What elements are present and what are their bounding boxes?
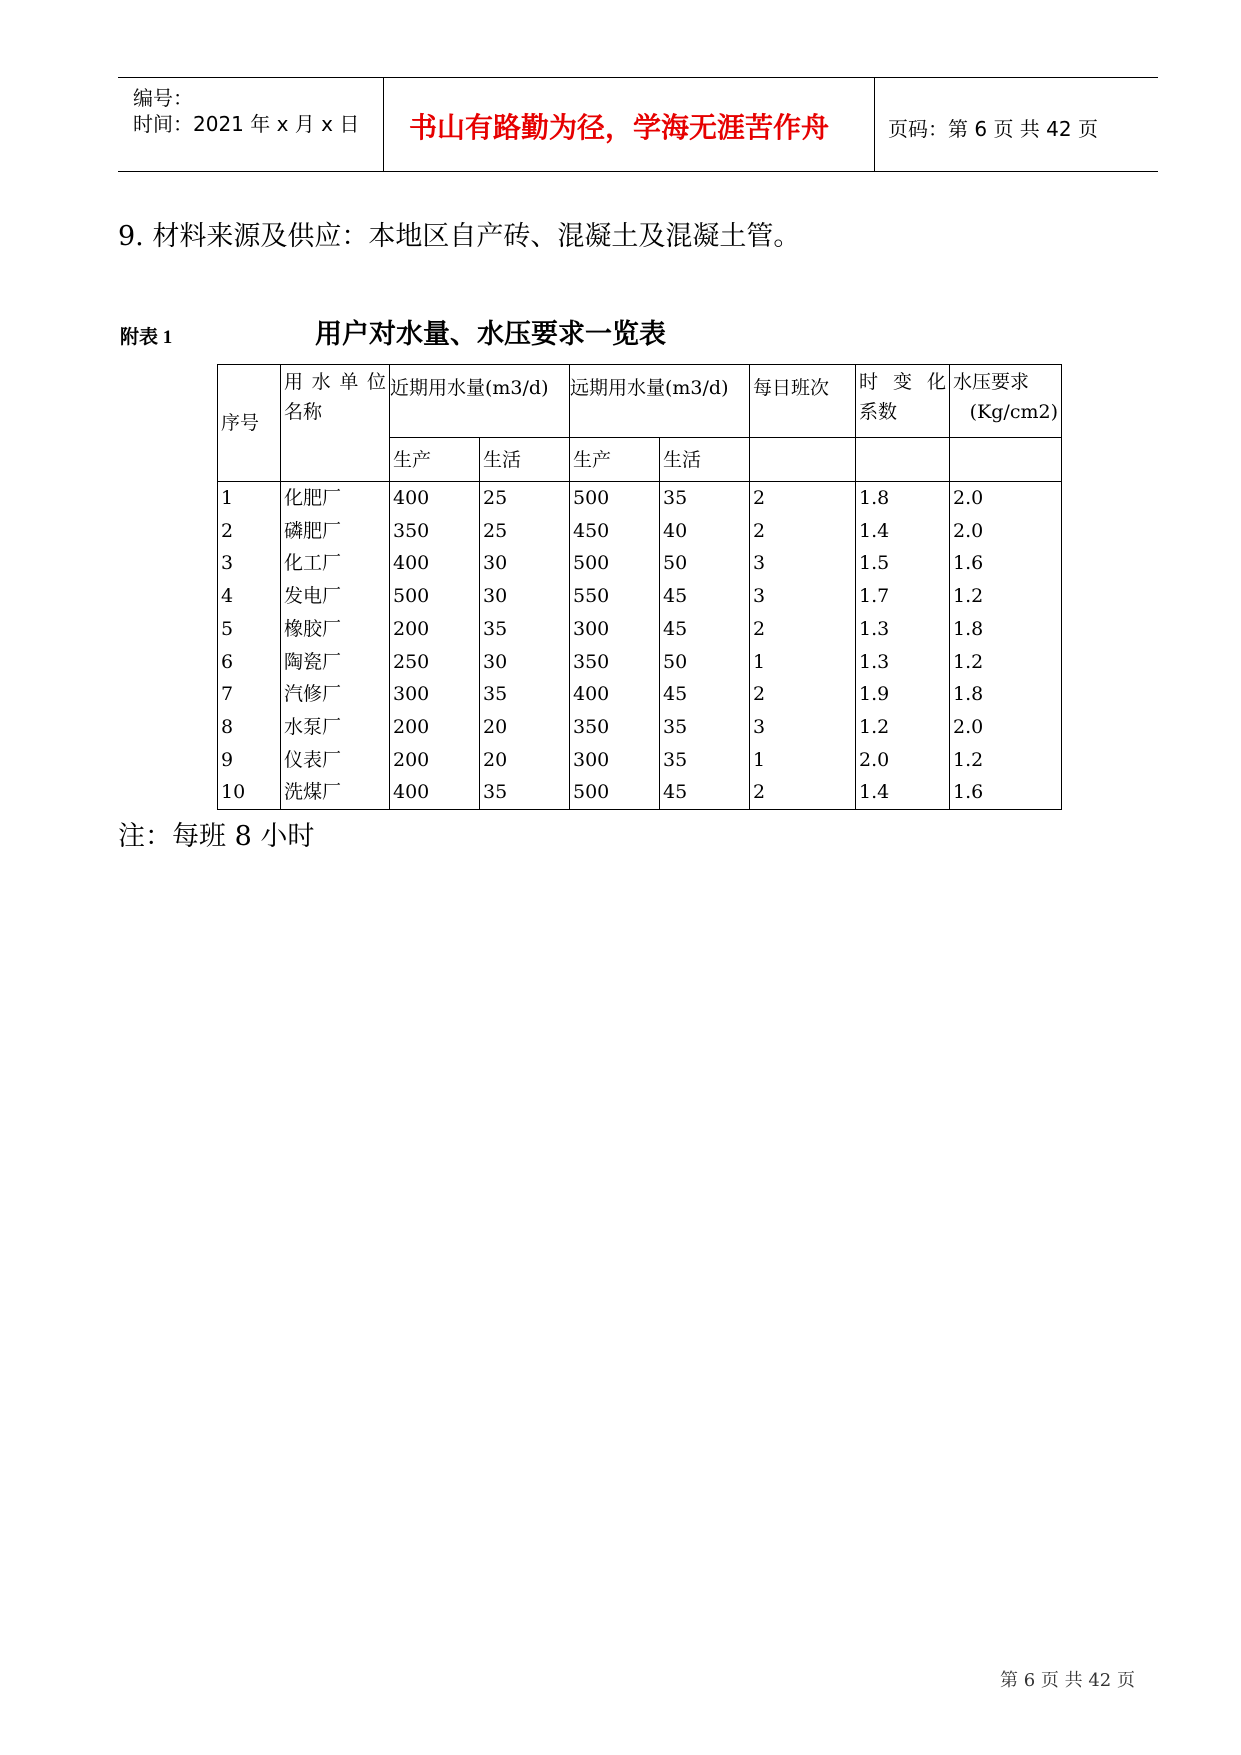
cell-pressure: 2.0 <box>950 482 1062 515</box>
material-source-paragraph: 9. 材料来源及供应：本地区自产砖、混凝土及混凝土管。 <box>118 221 801 252</box>
cell-pressure: 1.2 <box>950 580 1062 613</box>
cell-near-living: 25 <box>480 515 570 548</box>
cell-coef: 1.4 <box>856 515 950 548</box>
cell-near-production: 250 <box>390 646 480 679</box>
header-pressure: 水压要求 (Kg/cm2) <box>950 365 1062 438</box>
cell-far-production: 550 <box>570 580 660 613</box>
cell-far-living: 45 <box>660 776 750 809</box>
cell-far-production: 300 <box>570 744 660 777</box>
header-motto: 书山有路勤为径，学海无涯苦作舟 <box>409 111 830 144</box>
cell-unit-name: 仪表厂 <box>281 744 390 777</box>
cell-shifts: 3 <box>750 547 856 580</box>
cell-unit-name: 陶瓷厂 <box>281 646 390 679</box>
table-body <box>218 482 1062 810</box>
cell-near-living: 35 <box>480 776 570 809</box>
cell-seq: 7 <box>218 678 281 711</box>
cell-seq: 8 <box>218 711 281 744</box>
cell-far-production: 500 <box>570 776 660 809</box>
cell-coef: 1.4 <box>856 776 950 809</box>
cell-unit-name: 化肥厂 <box>281 482 390 515</box>
header-top-rule <box>118 77 1158 78</box>
cell-far-production: 450 <box>570 515 660 548</box>
cell-far-production: 500 <box>570 547 660 580</box>
table-row <box>218 613 1062 646</box>
cell-shifts: 2 <box>750 482 856 515</box>
cell-shifts: 1 <box>750 744 856 777</box>
header-unit-name: 用 水 单 位 名称 <box>281 365 390 482</box>
table-row <box>218 776 1062 809</box>
cell-coef: 1.3 <box>856 646 950 679</box>
cell-pressure: 1.8 <box>950 678 1062 711</box>
cell-far-living: 35 <box>660 482 750 515</box>
cell-coef: 1.7 <box>856 580 950 613</box>
cell-far-living: 35 <box>660 744 750 777</box>
cell-shifts: 2 <box>750 678 856 711</box>
header-shifts-sub <box>750 438 856 482</box>
header-coef: 时 变 化 系数 <box>856 365 950 438</box>
cell-near-living: 30 <box>480 547 570 580</box>
cell-near-living: 35 <box>480 678 570 711</box>
header-pressure-sub <box>950 438 1062 482</box>
cell-near-production: 200 <box>390 711 480 744</box>
header-near-demand: 近期用水量(m3/d) <box>390 365 570 438</box>
cell-coef: 1.9 <box>856 678 950 711</box>
cell-shifts: 1 <box>750 646 856 679</box>
cell-far-production: 350 <box>570 646 660 679</box>
cell-near-living: 25 <box>480 482 570 515</box>
cell-coef: 1.3 <box>856 613 950 646</box>
header-divider-right <box>874 78 875 172</box>
cell-seq: 9 <box>218 744 281 777</box>
cell-pressure: 1.2 <box>950 744 1062 777</box>
cell-pressure: 2.0 <box>950 711 1062 744</box>
table-row <box>218 547 1062 580</box>
header-far-demand: 远期用水量(m3/d) <box>570 365 750 438</box>
table-row <box>218 646 1062 679</box>
cell-seq: 10 <box>218 776 281 809</box>
cell-seq: 4 <box>218 580 281 613</box>
cell-unit-name: 汽修厂 <box>281 678 390 711</box>
cell-far-living: 50 <box>660 646 750 679</box>
header-coef-sub <box>856 438 950 482</box>
cell-pressure: 1.6 <box>950 776 1062 809</box>
header-shifts: 每日班次 <box>750 365 856 438</box>
cell-pressure: 1.8 <box>950 613 1062 646</box>
water-demand-table <box>217 364 1062 810</box>
cell-shifts: 3 <box>750 580 856 613</box>
cell-coef: 1.5 <box>856 547 950 580</box>
cell-far-living: 45 <box>660 580 750 613</box>
cell-near-production: 500 <box>390 580 480 613</box>
cell-pressure: 2.0 <box>950 515 1062 548</box>
cell-unit-name: 发电厂 <box>281 580 390 613</box>
header-time-label: 时间：2021 年 x 月 x 日 <box>133 112 360 136</box>
cell-near-production: 200 <box>390 744 480 777</box>
table-title: 用户对水量、水压要求一览表 <box>315 319 666 350</box>
cell-near-production: 400 <box>390 776 480 809</box>
cell-unit-name: 橡胶厂 <box>281 613 390 646</box>
cell-seq: 6 <box>218 646 281 679</box>
header-number-label: 编号： <box>133 86 193 110</box>
header-far-production: 生产 <box>570 438 660 482</box>
cell-far-production: 300 <box>570 613 660 646</box>
table-row <box>218 482 1062 515</box>
cell-far-production: 500 <box>570 482 660 515</box>
cell-near-production: 200 <box>390 613 480 646</box>
cell-near-living: 20 <box>480 744 570 777</box>
cell-near-living: 30 <box>480 580 570 613</box>
cell-far-living: 35 <box>660 711 750 744</box>
table-row <box>218 744 1062 777</box>
header-divider-left <box>383 78 384 172</box>
cell-far-living: 50 <box>660 547 750 580</box>
cell-far-living: 45 <box>660 613 750 646</box>
cell-near-production: 400 <box>390 547 480 580</box>
cell-coef: 2.0 <box>856 744 950 777</box>
cell-far-production: 350 <box>570 711 660 744</box>
cell-near-living: 35 <box>480 613 570 646</box>
cell-near-living: 30 <box>480 646 570 679</box>
cell-seq: 5 <box>218 613 281 646</box>
cell-seq: 2 <box>218 515 281 548</box>
table-row <box>218 580 1062 613</box>
cell-shifts: 2 <box>750 776 856 809</box>
header-bottom-rule <box>118 171 1158 172</box>
cell-far-living: 45 <box>660 678 750 711</box>
cell-near-living: 20 <box>480 711 570 744</box>
cell-shifts: 2 <box>750 613 856 646</box>
header-far-living: 生活 <box>660 438 750 482</box>
table-label: 附表 1 <box>120 327 173 348</box>
cell-seq: 1 <box>218 482 281 515</box>
cell-unit-name: 化工厂 <box>281 547 390 580</box>
table-note: 注：每班 8 小时 <box>118 821 315 852</box>
cell-near-production: 350 <box>390 515 480 548</box>
table-row <box>218 515 1062 548</box>
cell-coef: 1.8 <box>856 482 950 515</box>
cell-shifts: 3 <box>750 711 856 744</box>
header-near-production: 生产 <box>390 438 480 482</box>
header-seq: 序号 <box>218 365 281 482</box>
cell-pressure: 1.2 <box>950 646 1062 679</box>
cell-coef: 1.2 <box>856 711 950 744</box>
cell-unit-name: 洗煤厂 <box>281 776 390 809</box>
cell-pressure: 1.6 <box>950 547 1062 580</box>
page-footer: 第 6 页 共 42 页 <box>1000 1670 1135 1691</box>
cell-unit-name: 水泵厂 <box>281 711 390 744</box>
cell-near-production: 300 <box>390 678 480 711</box>
cell-far-production: 400 <box>570 678 660 711</box>
cell-far-living: 40 <box>660 515 750 548</box>
cell-seq: 3 <box>218 547 281 580</box>
cell-unit-name: 磷肥厂 <box>281 515 390 548</box>
table-row <box>218 711 1062 744</box>
header-page-info: 页码：第 6 页 共 42 页 <box>888 117 1098 141</box>
cell-shifts: 2 <box>750 515 856 548</box>
table-row <box>218 678 1062 711</box>
cell-near-production: 400 <box>390 482 480 515</box>
header-near-living: 生活 <box>480 438 570 482</box>
